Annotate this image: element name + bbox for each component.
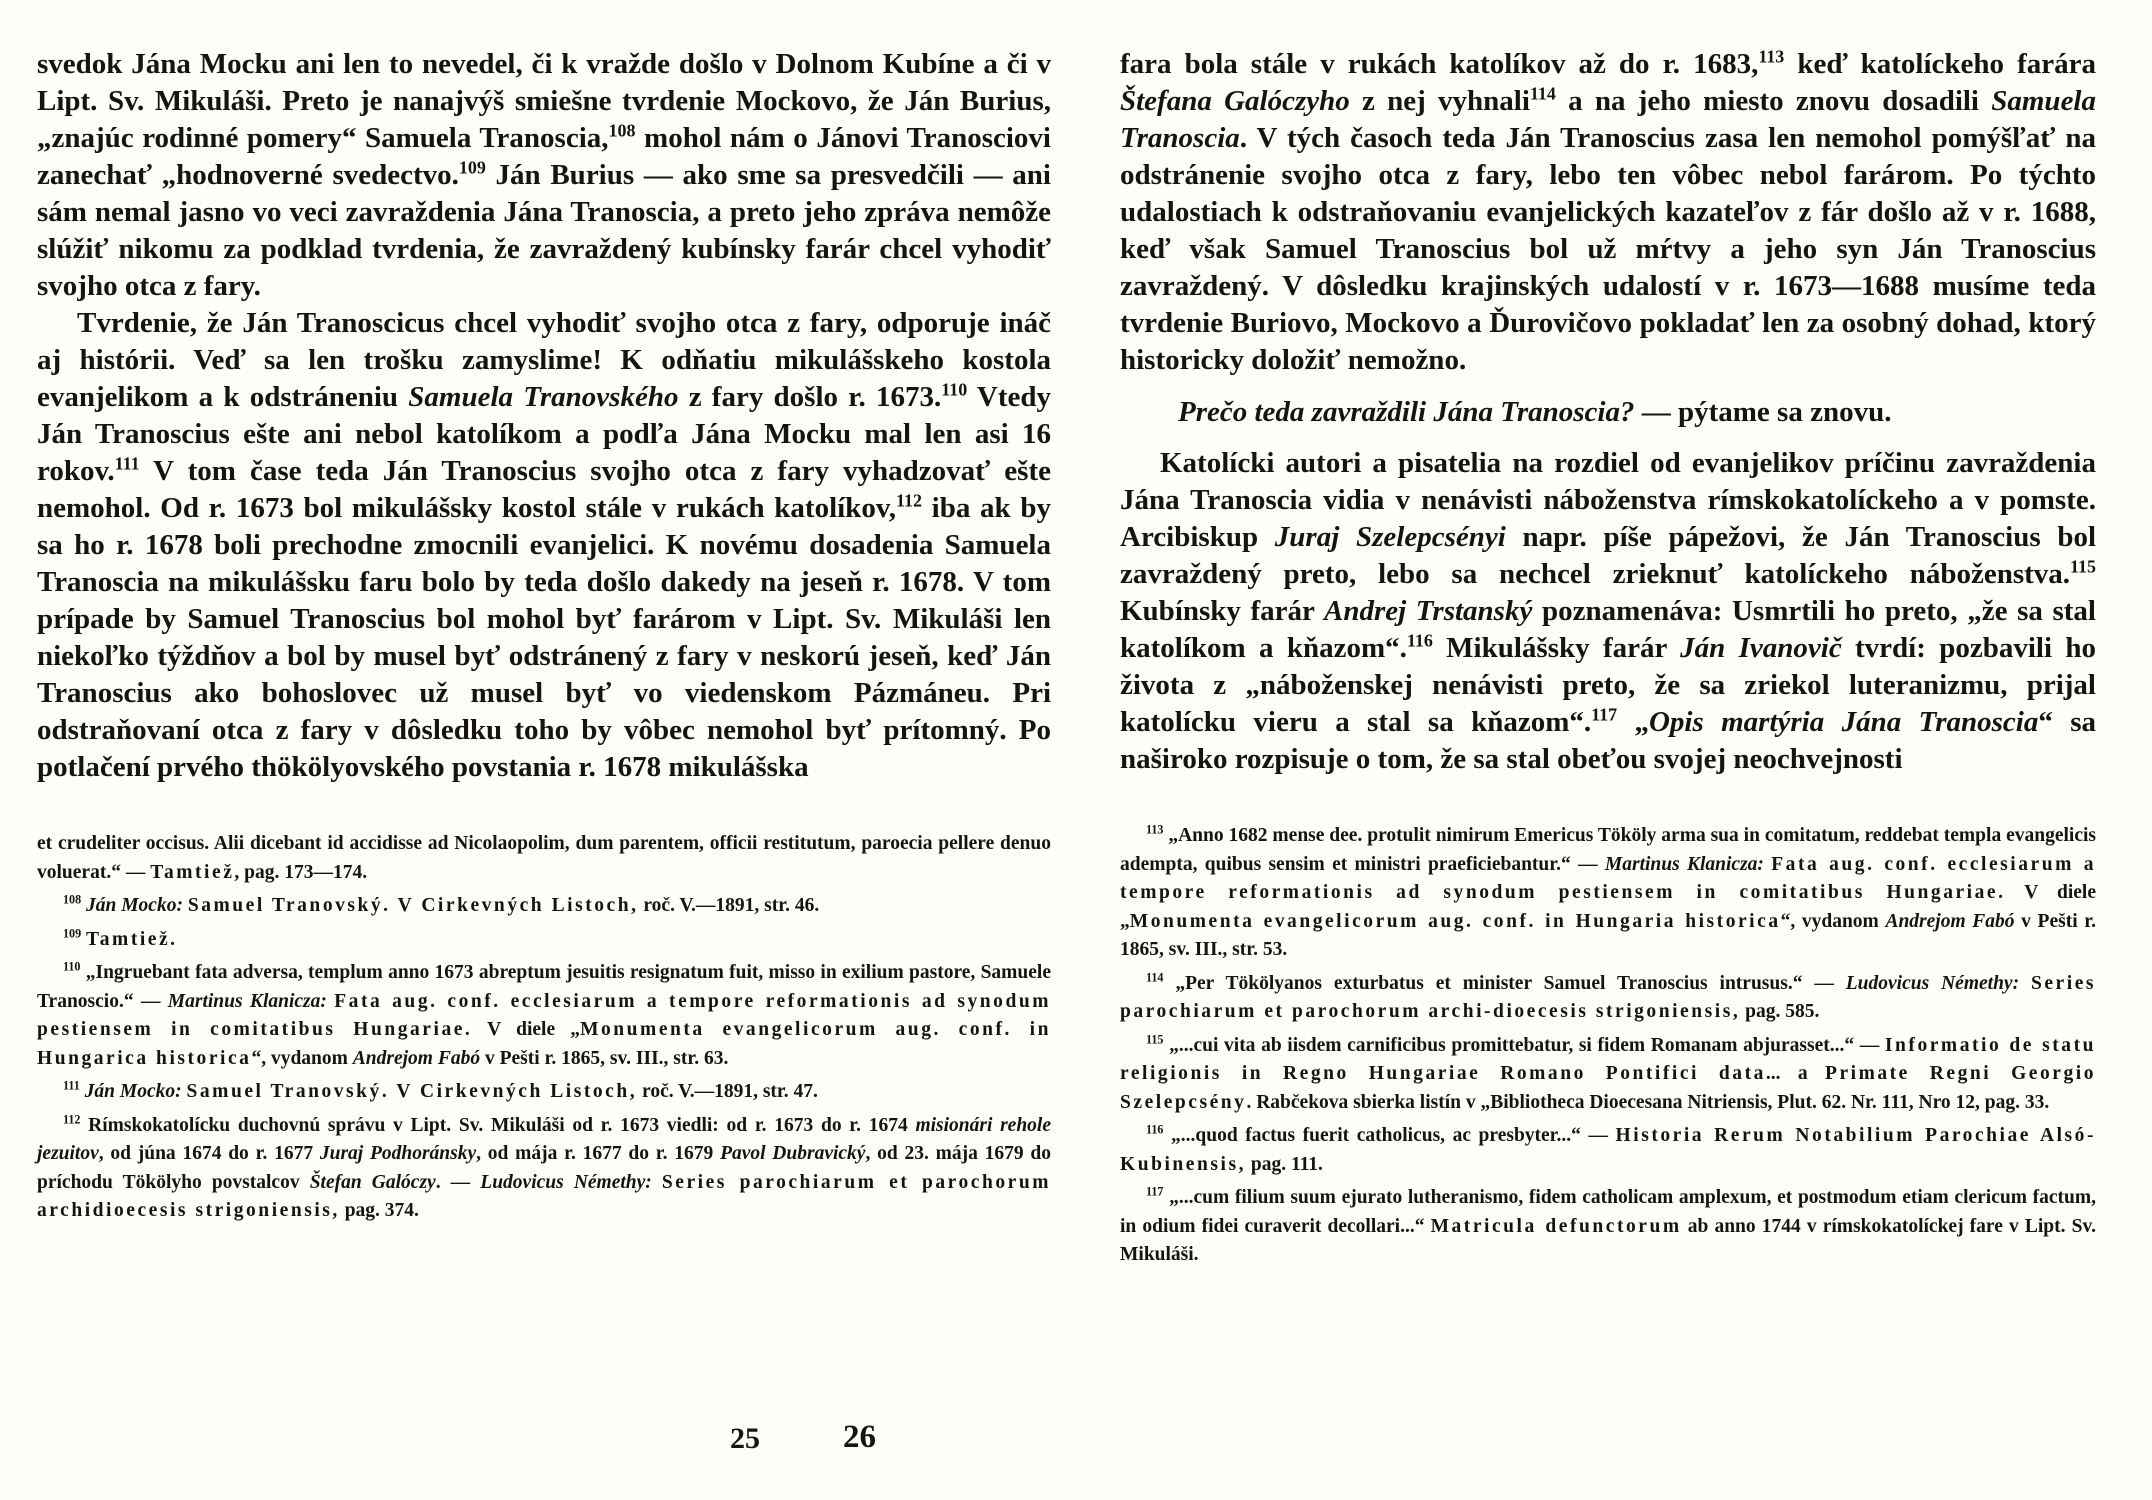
page-25-footnotes	[37, 830, 1051, 1226]
text-segment: Historia Rerum Notabilium Parochiae Alsó-Kubinensis,	[1120, 1125, 2096, 1175]
footnote-ref: 110	[941, 379, 968, 400]
text-segment: Series parochiarum et parochorum archi-dioecesis strigoniensis,	[1120, 972, 2097, 1022]
text-segment: pag. 374.	[339, 1200, 419, 1221]
text-segment: . Rabčekova sbierka listín v „Bibliotheca Dioecesana Nitriensis, Plut. 62. Nr. 111, Nro 12, pag. 33.	[1246, 1091, 2050, 1113]
text-segment: . —	[435, 1171, 481, 1193]
footnote	[1120, 1122, 2096, 1179]
text-segment: svedok Jána Mocku ani len to nevedel, či k vražde došlo v Dolnom Kubíne a či v Lipt. Sv. Mikuláši. Preto je nanajvýš smiešne tvrdenie Mockovo, že Ján Burius, „znajúc rodinné pomery“ Samuela Tranoscia,	[37, 48, 1051, 154]
text-segment: Prečo teda zavraždili Jána Tranoscia?	[1178, 396, 1635, 428]
text-segment: „Anno 1682 mense dee. protulit nimirum Emericus Tököly arma sua in comitatum, reddebat templa evangelicis adempta, quibus sensim et ministri praeficiebantur.“ —	[1120, 825, 2096, 875]
text-segment: Informatio de statu religionis in Regno Hungariae Romano Pontifici data	[1120, 1034, 2097, 1084]
text-segment: Rímskokatolícku duchovnú správu v Lipt. Sv. Mikuláši od r. 1673 viedli: od r. 1673 do r. 1674	[80, 1114, 916, 1136]
body-paragraph	[1120, 445, 2096, 778]
footnote-ref: 112	[63, 1112, 81, 1126]
footnote	[1120, 822, 2096, 965]
text-segment: Ludovicus Némethy:	[480, 1171, 662, 1193]
text-segment: Fata aug. conf. ecclesiarum a tempore reformationis ad synodum pestiensem in comitatibus Hungariae.	[37, 990, 1051, 1040]
body-paragraph	[1120, 394, 2096, 431]
footnote-ref: 114	[1146, 970, 1164, 984]
footnote-ref: 109	[63, 926, 82, 940]
text-segment: Štefan Galóczy	[309, 1171, 436, 1193]
body-paragraph	[1120, 46, 2096, 379]
text-segment: v Pešti r. 1865, sv. III., str. 63.	[480, 1047, 729, 1069]
footnote-ref: 111	[63, 1078, 80, 1093]
text-segment: Ludovicus Némethy:	[1845, 972, 2031, 994]
text-segment: v Pešti r. 1865, sv. III., str. 53.	[1120, 910, 2096, 960]
text-segment: Martinus Klanicza:	[167, 990, 335, 1012]
text-segment: , od 23. mája 1679 do príchodu Tökölyho povstalcov	[37, 1143, 1051, 1193]
text-segment: Andrejom Fabó	[352, 1047, 481, 1069]
text-segment: misionári rehole jezuitov	[37, 1114, 1052, 1164]
text-segment: “, vydanom	[1780, 910, 1886, 932]
text-segment: Štefana Galóczyho	[1120, 85, 1350, 117]
text-segment: iba ak by sa ho r. 1678 boli prechodne zmocnili evanjelici. K novému dosadenia Samuela Tranoscia na mikulášsku faru bolo by teda došlo dakedy na jeseň r. 1678. V tom prípade by Samuel Tranoscius bol mohol byť farárom v Lipt. Sv. Mikuláši len niekoľko týždňov a bol by musel byť odstránený z fary v neskorú jeseň, keď Ján Tranoscius ako bohoslovec už musel byť vo viedenskom Pázmáneu. Pri odstraňovaní otca z fary v dôsledku toho by vôbec nemohol byť prítomný. Po potlačení prvého thökölyovského povstania r. 1678 mikulášska	[37, 492, 1051, 783]
footnote-ref: 117	[1146, 1184, 1164, 1199]
text-segment: fara bola stále v rukách katolíkov až do r. 1683,	[1120, 48, 1759, 80]
footnote	[37, 830, 1051, 887]
text-segment: Martinus Klanicza:	[1604, 853, 1772, 875]
text-segment: a na jeho miesto znovu dosadili	[1555, 85, 1992, 117]
footnote-ref: 113	[1146, 822, 1164, 837]
page-number-left: 25	[730, 1422, 760, 1455]
text-segment: Monumenta evangelicorum aug. conf. in Hungaria historica	[1129, 910, 1781, 932]
text-segment: Kubínsky farár	[1120, 595, 1324, 627]
text-segment: , od júna 1674 do r. 1677	[98, 1143, 320, 1164]
text-segment: Pavol Dubravický	[720, 1143, 866, 1164]
page-number-right: 26	[843, 1419, 876, 1455]
text-segment: Tamtiež.	[86, 928, 178, 950]
footnote	[37, 959, 1051, 1073]
text-segment: Katolícki autori a pisatelia na rozdiel od evanjelikov príčinu zavraždenia Jána Tranoscia vidia v nenávisti náboženstva rímskokatolíckeho a v pomste. Arcibiskup	[1120, 447, 2096, 553]
text-segment: pag. 111.	[1245, 1153, 1323, 1175]
text-segment: poznamenáva: Usmrtili ho preto, „že sa stal katolíkom a kňazom“.	[1120, 595, 2096, 664]
footnote	[1120, 1184, 2096, 1270]
text-segment: „Ingruebant fata adversa, templum anno 1673 abreptum jesuitis resignatum fuit, misso in exilium pastore, Samuele Tranoscio.“ —	[37, 962, 1051, 1012]
text-segment: Ján Mocko:	[84, 1081, 187, 1102]
footnote-ref: 116	[1406, 630, 1433, 651]
footnote-ref: 111	[114, 453, 140, 474]
text-segment: . V tých časoch teda Ján Tranoscius zasa len nemohol pomýšľať na odstránenie svojho otca z fary, lebo ten vôbec nebol farárom. Po týchto udalostiach k odstraňovaniu evanjelických kazateľov z fár došlo až v r. 1688, keď však Samuel Tranoscius bol už mŕtvy a jeho syn Ján Tranoscius zavraždený. V dôsledku krajinských udalostí v r. 1673—1688 musíme teda tvrdenie Buriovo, Mockovo a Ďurovičovo pokladať len za osobný dohad, ktorý historicky doložiť nemožno.	[1120, 122, 2096, 376]
text-segment: , pag. 173—174.	[234, 861, 368, 883]
text-segment: Ján Burius — ako sme sa presvedčili — ani sám nemal jasno vo veci zavraždenia Jána Tranoscia, a preto jeho zpráva nemôže slúžiť nikomu za podklad tvrdenia, že zavraždený kubínsky farár chcel vyhodiť svojho otca z fary.	[37, 159, 1051, 302]
text-segment: pag. 585.	[1740, 1001, 1820, 1022]
text-segment: tvrdí: pozbavili ho života z „náboženskej nenávisti preto, že sa zriekol luteranizmu, prijal katolícku vieru a stal sa kňazom“.	[1120, 632, 2096, 738]
text-segment: Series parochiarum et parochorum archidioecesis strigoniensis,	[37, 1171, 1052, 1221]
body-paragraph	[37, 305, 1051, 786]
footnote-ref: 109	[458, 157, 486, 178]
text-segment: ab anno 1744 v rímskokatolíckej fare v Lipt. Sv. Mikuláši.	[1120, 1215, 2096, 1265]
footnote	[37, 1078, 1051, 1107]
text-segment: „...cui vita ab iisdem carnificibus promittebatur, si fidem Romanam abjurasset...“ —	[1163, 1034, 1885, 1056]
text-segment: z fary došlo r. 1673.	[678, 381, 942, 413]
footnote	[37, 926, 1051, 955]
footnote-ref: 115	[2070, 556, 2096, 577]
text-segment: keď katolíckeho farára	[1784, 48, 2096, 80]
text-segment: z nej vyhnali	[1349, 85, 1530, 117]
footnote-ref: 108	[63, 892, 82, 907]
text-segment: Fata aug. conf. ecclesiarum a tempore reformationis ad synodum pestiensem in comitatibus Hungariae.	[1120, 853, 2097, 903]
text-segment: Juraj Szelepcsényi	[1274, 521, 1506, 553]
footnote-ref: 115	[1146, 1032, 1164, 1046]
footnote	[1120, 1032, 2096, 1118]
text-segment: Juraj Podhoránsky	[319, 1143, 477, 1164]
text-segment: — pýtame sa znovu.	[1634, 396, 1892, 428]
text-segment: V tom čase teda Ján Tranoscius svojho otca z fary vyhadzovať ešte nemohol. Od r. 1673 bol mikulášsky kostol stále v rukách katolíkov,	[37, 455, 1051, 524]
text-segment: , od mája r. 1677 do r. 1679	[476, 1143, 721, 1164]
footnote-ref: 117	[1591, 704, 1618, 725]
footnote-ref: 110	[63, 959, 81, 974]
text-segment: Mikulášsky farár	[1432, 632, 1681, 664]
text-segment: Ján Ivanovič	[1680, 632, 1842, 664]
text-segment: roč. V.—1891, str. 46.	[638, 895, 820, 916]
text-segment: Andrejom Fabó	[1885, 910, 2015, 932]
page-26-body-text	[1120, 46, 2096, 778]
text-segment: Tamtiež	[150, 861, 235, 883]
footnote	[37, 1112, 1051, 1226]
footnote-ref: 114	[1529, 83, 1556, 104]
text-segment: Vtedy Ján Tranoscius ešte ani nebol katolíkom a podľa Jána Mocku mal len asi 16 rokov.	[37, 381, 1051, 487]
text-segment: ... a	[1765, 1063, 1825, 1084]
text-segment: Samuela Tranovského	[408, 381, 679, 413]
text-segment: “ sa naširoko rozpisuje o tom, že sa stal obeťou svojej neochvejnosti	[1120, 706, 2097, 775]
text-segment: mohol nám o Jánovi Tranosciovi zanechať „hodnoverné svedectvo.	[37, 122, 1051, 191]
footnote-ref: 108	[608, 120, 636, 141]
text-segment: napr. píše pápežovi, že Ján Tranoscius bol zavraždený preto, lebo sa nechcel zrieknuť katolíckeho náboženstva.	[1120, 521, 2097, 590]
text-segment: „Per Tökölyanos exturbatus et minister Samuel Tranoscius intrusus.“ —	[1163, 972, 1846, 994]
text-segment: Samuela Tranoscia	[1120, 85, 2096, 154]
text-segment: „...quod factus fuerit catholicus, ac presbyter...“ —	[1163, 1125, 1616, 1146]
text-segment: Tvrdenie, že Ján Tranoscicus chcel vyhodiť svojho otca z fary, odporuje ináč aj histórii. Veď sa len trošku zamyslime! K odňatiu mikulášskeho kostola evanjelikom a k odstráneniu	[37, 307, 1051, 413]
page-25-body-text	[37, 46, 1051, 786]
footnote	[1120, 970, 2096, 1027]
text-segment: Samuel Tranovský. V Cirkevných Listoch,	[186, 1081, 638, 1102]
text-segment: V diele „	[472, 1019, 581, 1040]
page-26	[1120, 46, 2096, 1275]
text-segment: Matricula defunctorum	[1430, 1215, 1682, 1237]
page-26-footnotes	[1120, 822, 2096, 1270]
text-segment: „	[1617, 706, 1649, 738]
text-segment: roč. V.—1891, str. 47.	[637, 1081, 818, 1102]
text-segment: “, vydanom	[251, 1047, 353, 1069]
footnote	[37, 892, 1051, 921]
text-segment: Monumenta evangelicorum aug. conf. in Hungarica historica	[37, 1019, 1051, 1069]
page-25	[37, 46, 1051, 1231]
text-segment: V diele „	[1120, 882, 2096, 932]
text-segment: Andrej Trstanský	[1324, 595, 1533, 627]
text-segment: „...cum filium suum ejurato lutheranismo, fidem catholicam amplexum, et postmodum etiam clericum factum, in odium fidei curaverit decollari...“	[1120, 1187, 2096, 1237]
text-segment: et crudeliter occisus. Alii dicebant id accidisse ad Nicolaopolim, dum parentem, officii restitutum, paroecia pellere denuo voluerat.“ —	[37, 833, 1051, 883]
footnote-ref: 116	[1146, 1122, 1164, 1137]
body-paragraph	[37, 46, 1051, 305]
footnote-ref: 113	[1758, 46, 1785, 67]
text-segment: Samuel Tranovský. V Cirkevných Listoch,	[187, 895, 639, 916]
footnote-ref: 112	[895, 490, 922, 511]
text-segment: Primate Regni Georgio Szelepcsény	[1120, 1063, 2096, 1113]
text-segment: Opis martýria Jána Tranoscia	[1648, 706, 2039, 738]
text-segment: Ján Mocko:	[86, 895, 188, 916]
